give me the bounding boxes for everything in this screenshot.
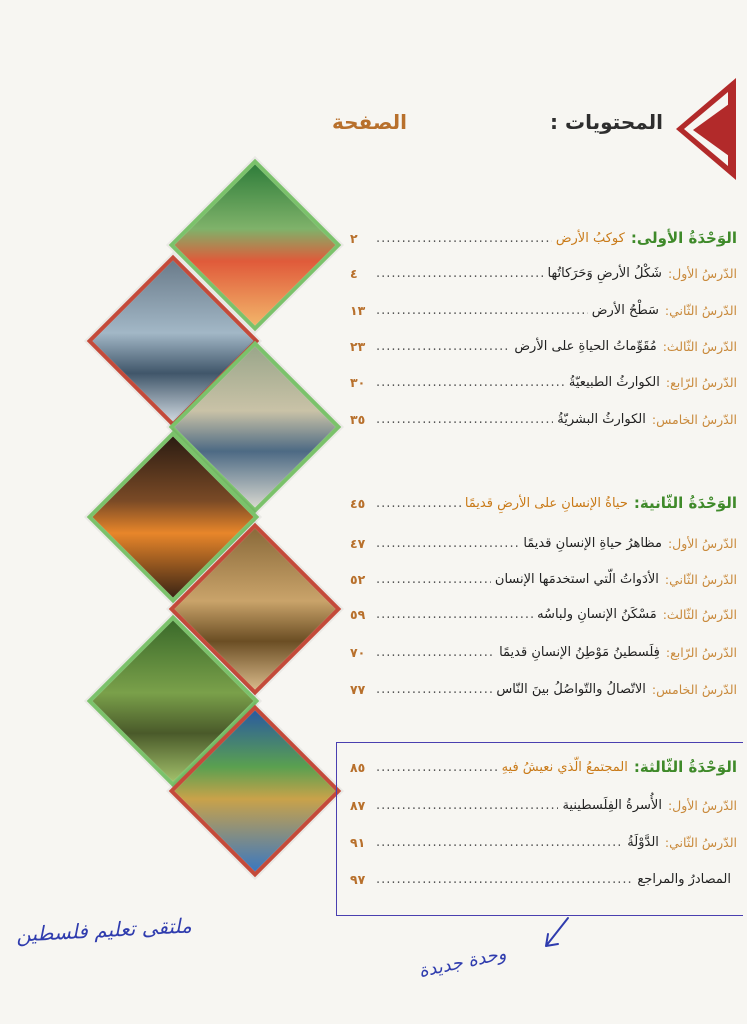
dot-leader — [376, 339, 510, 354]
page-number: ١٣ — [350, 302, 366, 318]
toc-row[interactable] — [350, 369, 737, 395]
page-number: ٩٧ — [350, 871, 366, 887]
unit-3-row[interactable] — [350, 754, 737, 780]
toc-row[interactable] — [350, 676, 737, 702]
unit-title: المجتمعُ الّذي نعيشُ فيهِ — [501, 759, 628, 775]
dot-leader — [376, 266, 544, 281]
dot-leader — [376, 375, 565, 390]
toc-row[interactable] — [350, 639, 737, 665]
dot-leader — [376, 682, 492, 697]
unit-label: الوَحْدَةُ الثّالثة: — [633, 758, 737, 776]
handwritten-arrow-icon — [536, 914, 576, 954]
lesson-title: الدَّوْلَةُ — [627, 834, 659, 850]
page-number: ٧٠ — [350, 644, 366, 660]
lesson-label: الدّرسُ الثّاني: — [664, 834, 737, 850]
lesson-label: الدّرسُ الأول: — [667, 535, 737, 551]
lesson-title: المصادرُ والمراجع — [637, 871, 731, 887]
dot-leader — [376, 760, 498, 775]
lesson-title: مُقَوِّماتُ الحياةِ على الأرض — [514, 338, 657, 354]
dot-leader — [376, 572, 491, 587]
unit-label: الوَحْدَةُ الثّانية: — [633, 494, 737, 512]
page-number: ٨٥ — [350, 759, 366, 775]
dot-leader — [376, 536, 519, 551]
lesson-title: الكوارثُ الطبيعيّةُ — [568, 374, 660, 390]
lesson-title: سَطْحُ الأرض — [591, 302, 659, 318]
page-number: ٢ — [350, 230, 358, 246]
lesson-label: الدّرسُ الثّاني: — [664, 302, 737, 318]
page-number: ٤٧ — [350, 535, 366, 551]
contents-title: المحتويات : — [550, 110, 663, 134]
unit-1-row[interactable] — [350, 225, 737, 251]
page-number: ٤ — [350, 265, 358, 281]
lesson-label: الدّرسُ الرّابع: — [665, 374, 737, 390]
dot-leader — [376, 303, 588, 318]
lesson-label: الدّرسُ الرّابع: — [665, 644, 737, 660]
unit-label: الوَحْدَةُ الأولى: — [630, 229, 737, 247]
dot-leader — [376, 607, 533, 622]
lesson-title: شَكْلُ الأرضِ وَحَرَكاتُها — [547, 265, 662, 281]
toc-row[interactable] — [350, 566, 737, 592]
lesson-label: الدّرسُ الأول: — [667, 265, 737, 281]
lesson-label: الدّرسُ الثّاني: — [664, 571, 737, 587]
handwritten-note-bottom: وحدة جديدة — [416, 942, 509, 983]
toc-row[interactable] — [350, 792, 737, 818]
lesson-label: الدّرسُ الثّالث: — [662, 606, 737, 622]
dot-leader — [376, 231, 552, 246]
unit-2-row[interactable] — [350, 490, 737, 516]
page-number: ٩١ — [350, 834, 366, 850]
toc-row[interactable] — [350, 260, 737, 286]
dot-leader — [376, 412, 553, 427]
page-number: ٣٥ — [350, 411, 366, 427]
page-number: ٥٢ — [350, 571, 366, 587]
dot-leader — [376, 798, 558, 813]
lesson-label: الدّرسُ الأول: — [667, 797, 737, 813]
page-number: ٣٠ — [350, 374, 366, 390]
page-number: ٢٣ — [350, 338, 366, 354]
lesson-title: الاتّصالُ والتّواصُلُ بينَ النّاس — [496, 681, 646, 697]
handwritten-note-left: ملتقى تعليم فلسطين — [15, 913, 193, 947]
lesson-title: فِلَسطينُ مَوْطِنُ الإنسانِ قديمًا — [499, 644, 660, 660]
page-number: ٨٧ — [350, 797, 366, 813]
page-number: ٧٧ — [350, 681, 366, 697]
unit-title: حياةُ الإنسانِ على الأرضِ قديمًا — [464, 495, 628, 511]
lesson-label: الدّرسُ الخامس: — [651, 681, 737, 697]
lesson-label: الدّرسُ الثّالث: — [662, 338, 737, 354]
page-number: ٤٥ — [350, 495, 366, 511]
toc-row[interactable] — [350, 406, 737, 432]
lesson-title: الأُسرةُ الفِلَسطينية — [562, 797, 662, 813]
lesson-label: الدّرسُ الخامس: — [651, 411, 737, 427]
toc-row[interactable] — [350, 601, 737, 627]
toc-row[interactable] — [350, 333, 737, 359]
toc-row[interactable] — [350, 829, 737, 855]
lesson-title: الكوارثُ البشريّةُ — [557, 411, 646, 427]
dot-leader — [376, 872, 633, 887]
dot-leader — [376, 496, 461, 511]
page-column-heading: الصفحة — [332, 110, 408, 134]
unit-title: كوكبُ الأرض — [555, 230, 625, 246]
dot-leader — [376, 835, 623, 850]
toc-row[interactable] — [350, 530, 737, 556]
dot-leader — [376, 645, 495, 660]
lesson-title: مَسْكَنُ الإنسانِ ولباسُه — [537, 606, 657, 622]
toc-row[interactable] — [350, 866, 737, 892]
toc-row[interactable] — [350, 297, 737, 323]
page-number: ٥٩ — [350, 606, 366, 622]
lesson-title: الأدَواتُ الّتي استخدمَها الإنسان — [494, 571, 659, 587]
lesson-title: مظاهرُ حياةِ الإنسانِ قديمًا — [523, 535, 662, 551]
